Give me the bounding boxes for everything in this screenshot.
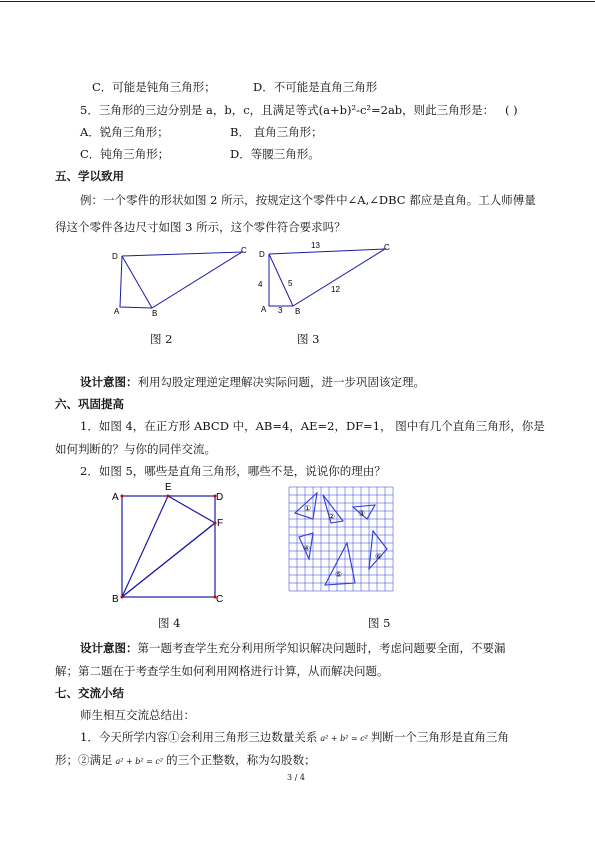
summary-line-1 bbox=[80, 729, 509, 747]
design-intent-2-text: 第一题考查学生充分利用所学知识解决问题时，考虑问题要全面，不要漏 bbox=[137, 641, 506, 655]
fig5-caption: 图 5 bbox=[368, 616, 391, 630]
summary-1-formula: a² + b² = c² bbox=[320, 734, 368, 743]
fig4-label-a: A bbox=[112, 492, 119, 503]
figure-5 bbox=[289, 487, 399, 599]
fig4-label-d: D bbox=[216, 492, 224, 503]
question-5: 5．三角形的三边分别是 a，b，c，且满足等式(a+b)²-c²=2ab，则此三角形是： bbox=[80, 103, 495, 117]
summary-intro: 师生相互交流总结出： bbox=[80, 708, 195, 722]
fig3-side-ab: 3 bbox=[278, 306, 283, 315]
fig2-label-b: B bbox=[152, 309, 158, 318]
q5-option-c: C．钝角三角形； bbox=[80, 147, 170, 161]
header-rule bbox=[0, 1, 595, 2]
fig4-label-e: E bbox=[165, 482, 172, 493]
answer-paren: ( ) bbox=[505, 103, 518, 117]
design-intent-1 bbox=[80, 374, 425, 390]
triangle-2-label: ② bbox=[328, 512, 336, 521]
section-5-heading: 五、学以致用 bbox=[55, 169, 124, 183]
fig4-label-c: C bbox=[216, 594, 224, 605]
summary-2-pre: 形；②满足 bbox=[55, 753, 113, 767]
fig2-label-c: C bbox=[241, 246, 247, 255]
figure-3 bbox=[255, 240, 395, 330]
figure-2 bbox=[108, 240, 258, 330]
summary-2-formula: a² + b² = c² bbox=[115, 757, 164, 766]
fig2-label-a: A bbox=[114, 307, 120, 316]
design-intent-1-label: 设计意图： bbox=[80, 375, 138, 389]
fig3-side-db: 5 bbox=[288, 279, 293, 288]
figure-4 bbox=[110, 478, 230, 603]
fig2-label-d: D bbox=[112, 252, 118, 261]
example-line-2: 得这个零件各边尺寸如图 3 所示，这个零件符合要求吗？ bbox=[55, 220, 346, 234]
fig3-label-a: A bbox=[261, 305, 267, 314]
fig2-caption: 图 2 bbox=[150, 332, 173, 346]
triangle-3-label: ③ bbox=[358, 509, 366, 518]
problem-1-line-1: 1．如图 4，在正方形 ABCD 中，AB=4，AE=2，DF=1， 图中有几个直角三角形，你是 bbox=[80, 419, 545, 433]
fig3-label-b: B bbox=[295, 307, 301, 316]
fig4-label-b: B bbox=[112, 594, 119, 605]
summary-1-post: 判断一个三角形是直角三角 bbox=[370, 730, 509, 744]
problem-1-line-2: 如何判断的？与你的同伴交流。 bbox=[55, 442, 216, 456]
summary-2-post: 的三个正整数，称为勾股数； bbox=[166, 753, 316, 767]
page-number: 3 / 4 bbox=[287, 773, 305, 782]
triangle-4-label: ④ bbox=[303, 544, 311, 553]
fig4-label-f: F bbox=[217, 518, 224, 529]
q4-option-d: D．不可能是直角三角形 bbox=[253, 80, 378, 94]
fig3-caption: 图 3 bbox=[297, 332, 320, 346]
q5-option-a: A．锐角三角形； bbox=[80, 125, 169, 139]
q4-option-c: C．可能是钝角三角形； bbox=[92, 80, 216, 94]
fig3-side-ad: 4 bbox=[258, 280, 263, 289]
summary-line-2 bbox=[55, 752, 316, 770]
problem-2: 2．如图 5，哪些是直角三角形，哪些不是，说说你的理由？ bbox=[80, 464, 386, 478]
design-intent-1-text: 利用勾股定理逆定理解决实际问题，进一步巩固该定理。 bbox=[137, 375, 425, 389]
fig3-label-d: D bbox=[259, 250, 265, 259]
triangle-5-label: ⑤ bbox=[335, 570, 343, 579]
design-intent-2-label: 设计意图： bbox=[80, 641, 138, 655]
triangle-6 bbox=[369, 531, 387, 569]
summary-1-pre: 1．今天所学内容①会利用三角形三边数量关系 bbox=[80, 730, 318, 744]
triangle-1-label: ① bbox=[304, 504, 312, 513]
q5-option-d: D．等腰三角形。 bbox=[230, 147, 320, 161]
section-7-heading: 七、交流小结 bbox=[55, 686, 124, 700]
design-intent-2-line-2: 解；第二题在于考查学生如何利用网格进行计算，从而解决问题。 bbox=[55, 664, 389, 678]
section-6-heading: 六、巩固提高 bbox=[55, 397, 124, 411]
fig3-side-bc: 12 bbox=[331, 285, 340, 294]
design-intent-2-line-1 bbox=[80, 640, 506, 656]
fig4-caption: 图 4 bbox=[158, 616, 181, 630]
triangle-6-label: ⑥ bbox=[375, 552, 383, 561]
example-line-1: 例：一个零件的形状如图 2 所示，按规定这个零件中∠A,∠DBC 都应是直角。工人师傅量 bbox=[80, 193, 536, 207]
q5-option-b: B． 直角三角形； bbox=[230, 125, 323, 139]
fig3-label-c: C bbox=[384, 243, 390, 252]
fig3-side-dc: 13 bbox=[311, 241, 320, 250]
